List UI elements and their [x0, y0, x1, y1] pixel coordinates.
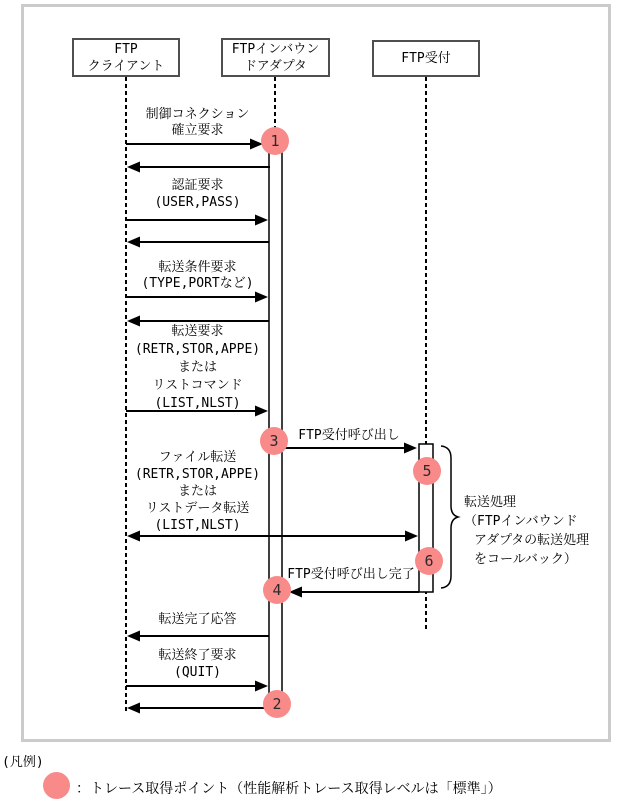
arrow-reception-call-complete	[289, 587, 419, 598]
trace-point-5-icon: 5	[413, 457, 441, 485]
callback-brace	[441, 446, 458, 588]
arrow-transfer-end-request	[126, 681, 268, 692]
message-reception-call: FTP受付呼び出し	[298, 428, 400, 443]
trace-point-4-icon: 4	[263, 576, 291, 604]
actor-label: ドアダプタ	[244, 58, 307, 74]
arrow-transfer-end-response	[127, 703, 270, 714]
message-file-transfer: ファイル転送 (RETR,STOR,APPE) または リストデータ転送 (LIST,NLST)	[134, 450, 261, 533]
message-reception-call-complete: FTP受付呼び出し完了	[287, 567, 415, 582]
arrow-reception-call	[282, 443, 417, 454]
actor-label: FTP	[114, 41, 138, 57]
actor-ftp-client	[72, 38, 180, 77]
arrow-control-connection-response	[127, 162, 270, 173]
actor-ftp-reception	[372, 40, 480, 77]
message-transfer-request: 転送要求 (RETR,STOR,APPE) または リストコマンド (LIST,NLST)	[134, 324, 261, 411]
arrow-auth-response	[127, 237, 269, 248]
legend-item-text: ：トレース取得ポイント（性能解析トレース取得レベルは「標準」）	[76, 781, 502, 797]
trace-point-1-icon: 1	[261, 127, 289, 155]
message-control-connection: 制御コネクション 確立要求	[145, 107, 250, 138]
arrow-auth-request	[126, 215, 268, 226]
callback-note: 転送処理 （FTPインバウンド アダプタの転送処理 をコールバック）	[464, 495, 590, 567]
actor-label: クライアント	[87, 58, 165, 74]
message-auth-request: 認証要求 (USER,PASS)	[154, 178, 241, 210]
trace-point-2-icon: 2	[263, 690, 291, 718]
trace-point-legend-icon	[43, 772, 70, 799]
message-transfer-condition: 転送条件要求 (TYPE,PORTなど)	[141, 260, 254, 291]
actor-ftp-inbound-adapter	[221, 38, 330, 77]
legend-heading: (凡例)	[2, 755, 44, 770]
trace-point-3-icon: 3	[260, 427, 288, 455]
message-transfer-complete: 転送完了応答	[158, 612, 237, 627]
actor-label: FTP受付	[401, 51, 451, 66]
arrow-control-connection-request	[126, 139, 263, 150]
trace-point-6-icon: 6	[415, 547, 443, 575]
actor-label: FTPインバウン	[231, 41, 320, 57]
arrow-transfer-condition-request	[126, 292, 268, 303]
message-transfer-end: 転送終了要求 (QUIT)	[158, 648, 237, 680]
arrow-transfer-complete-response	[127, 631, 269, 642]
